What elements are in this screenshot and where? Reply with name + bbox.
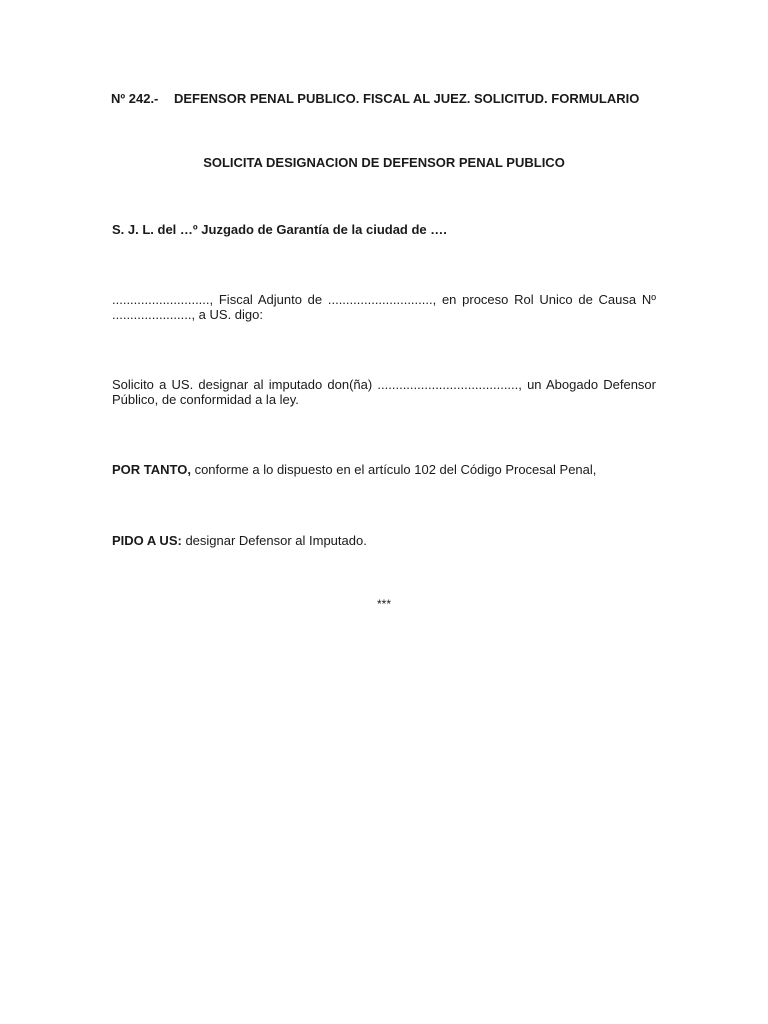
paragraph-por-tanto: [112, 462, 656, 477]
addressee: S. J. L. del …º Juzgado de Garantía de la ciudad de ….: [112, 222, 447, 237]
document-heading: [111, 91, 639, 106]
pido-text: designar Defensor al Imputado.: [181, 533, 367, 548]
pido-lead: PIDO A US:: [112, 533, 182, 548]
document-title: SOLICITA DESIGNACION DE DEFENSOR PENAL PUBLICO: [203, 155, 565, 170]
paragraph-pido: [112, 533, 656, 548]
paragraph-solicitud: [112, 377, 656, 407]
por-tanto-text: conforme a lo dispuesto en el artículo 102 del Código Procesal Penal,: [190, 462, 597, 477]
paragraph-line: Público, de conformidad a la ley.: [112, 392, 299, 407]
paragraph-line: ......................, a US. digo:: [112, 307, 263, 322]
document-heading-text: DEFENSOR PENAL PUBLICO. FISCAL AL JUEZ. SOLICITUD. FORMULARIO: [174, 91, 640, 106]
paragraph-line: ..........................., Fiscal Adjunto de ............................., en proceso Rol Unico de Causa Nº: [112, 292, 656, 307]
por-tanto-lead: POR TANTO,: [112, 462, 191, 477]
paragraph-line: Solicito a US. designar al imputado don(ña) ......................................., un Abogado Defensor: [112, 377, 656, 392]
paragraph-fiscal-intro: [112, 292, 656, 322]
end-separator: ***: [376, 597, 391, 611]
document-number: Nº 242.-: [111, 91, 159, 106]
